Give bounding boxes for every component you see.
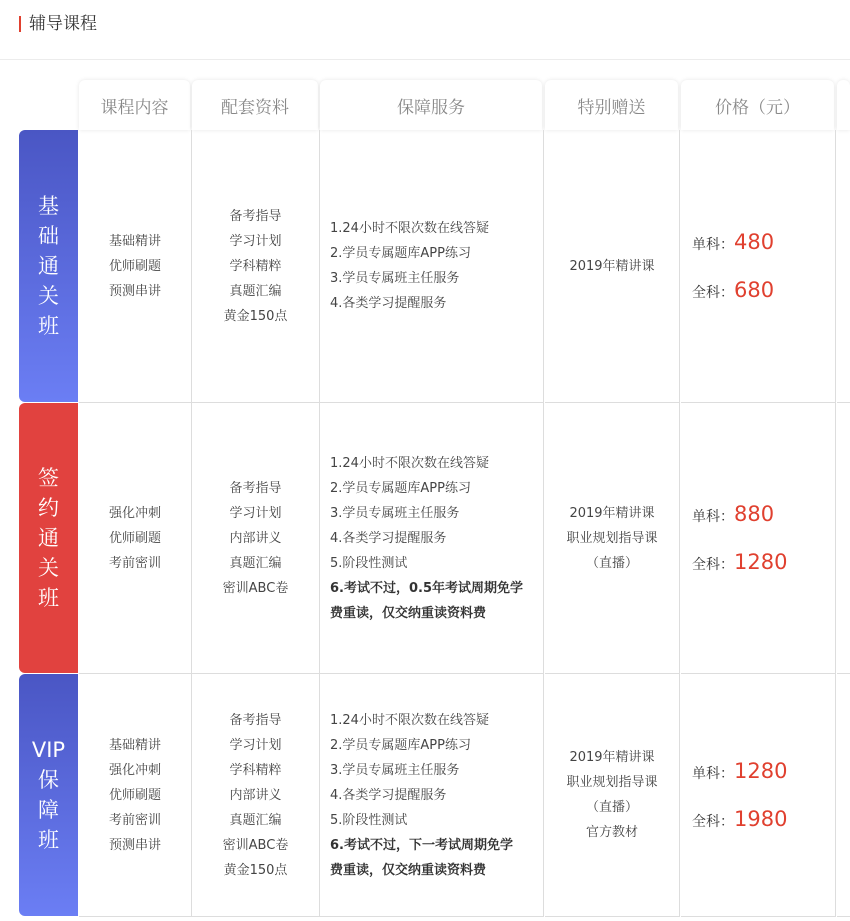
gift-item: 官方教材 [585,825,638,840]
class-name-char: 通 [38,254,59,278]
content-item: 优师刷题 [108,530,161,546]
cell-materials [192,403,320,674]
class-name-char: 保 [37,768,59,792]
material-item: 真题汇编 [229,283,282,299]
price-single-value: 880 [734,502,775,526]
header-gifts: 特别赠送 [545,80,678,130]
cell-price [681,130,836,403]
cell-gifts [545,674,680,917]
service-guarantee: 费重读，仅交纳重读资料费 [330,862,487,878]
class-name-char: 关 [38,284,59,308]
header-price: 价格（元） [681,80,834,130]
material-item: 黄金150点 [223,862,288,878]
material-item: 备考指导 [229,208,282,224]
header-extra [837,80,850,130]
service-item: 5.阶段性测试 [330,555,408,571]
material-item: 备考指导 [229,480,282,496]
content-item: 强化冲刺 [108,762,161,778]
material-item: 密训ABC卷 [222,837,289,853]
price-single [692,490,787,538]
cell-materials [192,130,320,403]
price-all-label: 全科： [692,557,734,573]
section-accent-bar [19,16,21,32]
price-list [692,218,774,314]
content-item: 强化冲刺 [108,505,161,521]
price-list [692,490,787,586]
section-title: 辅导课程 [29,14,97,34]
service-guarantee: 费重读，仅交纳重读资料费 [330,605,487,621]
content-item: 考前密训 [108,555,161,571]
service-item: 3.学员专属班主任服务 [330,762,460,778]
material-item: 密训ABC卷 [222,580,289,596]
price-single-label: 单科： [692,509,734,525]
class-name-char: 关 [38,556,59,580]
price-single [692,747,787,795]
price-all-value: 680 [734,278,775,302]
material-item: 备考指导 [229,712,282,728]
price-all-label: 全科： [692,285,734,301]
course-row [19,130,850,402]
service-item: 1.24小时不限次数在线答疑 [330,455,489,471]
service-item: 4.各类学习提醒服务 [330,530,447,546]
material-item: 真题汇编 [229,555,282,571]
class-name-char: 班 [38,586,59,610]
service-guarantee: 6.考试不过，0.5年考试周期免学 [330,580,524,596]
price-all-label: 全科： [692,814,734,830]
content-list [109,733,161,858]
class-name-label [19,130,78,402]
content-item: 基础精讲 [108,233,161,249]
class-name-char: 通 [38,526,59,550]
cell-course-content [79,674,192,917]
class-name-label [19,403,78,673]
service-item: 4.各类学习提醒服务 [330,787,447,803]
class-name-char: 班 [38,314,59,338]
gifts-list [566,745,657,845]
price-single-label: 单科： [692,237,734,253]
materials-list [223,476,289,601]
header-course-content: 课程内容 [79,80,190,130]
gift-item: 职业规划指导课 [566,775,658,790]
cell-price [681,403,836,674]
materials-list [223,708,289,883]
gifts-list [566,501,657,576]
service-item: 1.24小时不限次数在线答疑 [330,712,489,728]
header-services: 保障服务 [320,80,542,130]
service-item: 2.学员专属题库APP练习 [330,480,471,496]
cell-services [320,674,544,917]
price-single [692,218,774,266]
material-item: 学习计划 [229,233,282,249]
cell-course-content [79,403,192,674]
price-all [692,538,787,586]
content-item: 优师刷题 [108,258,161,274]
cell-price [681,674,836,917]
material-item: 黄金150点 [223,308,288,324]
price-single-value: 480 [734,230,775,254]
content-list [109,229,161,304]
course-row [19,674,850,916]
price-single-label: 单科： [692,766,734,782]
material-item: 学习计划 [229,737,282,753]
price-all [692,795,787,843]
price-all-value: 1280 [734,550,788,574]
material-item: 学习计划 [229,505,282,521]
service-item: 3.学员专属班主任服务 [330,271,460,286]
class-name-char: VIP [31,738,66,762]
material-item: 内部讲义 [229,530,282,546]
section-header [0,0,850,60]
price-single-value: 1280 [734,759,788,783]
header-materials: 配套资料 [192,80,318,130]
service-item: 5.阶段性测试 [330,812,408,828]
class-name-char: 障 [37,798,59,822]
price-list [692,747,787,843]
content-item: 预测串讲 [108,283,161,299]
services-list [330,451,523,626]
cell-extra [837,674,850,917]
cell-course-content [79,130,192,403]
price-all [692,266,774,314]
class-name-char: 班 [37,828,59,852]
content-list [109,501,161,576]
cell-gifts [545,403,680,674]
gift-item: 2019年精讲课 [569,505,655,521]
gift-item: （直播） [585,555,638,571]
service-item: 4.各类学习提醒服务 [330,296,447,311]
cell-extra [837,130,850,403]
class-name-char: 签 [38,466,59,490]
gift-item: 2019年精讲课 [569,750,655,765]
class-name-char: 基 [38,194,59,218]
service-item: 2.学员专属题库APP练习 [330,737,471,753]
gifts-list [569,254,654,279]
class-name-char: 础 [38,224,59,248]
services-list [330,216,489,316]
cell-extra [837,403,850,674]
service-item: 3.学员专属班主任服务 [330,505,460,521]
content-item: 优师刷题 [108,787,161,803]
material-item: 学科精粹 [229,258,282,274]
material-item: 真题汇编 [229,812,282,828]
material-item: 学科精粹 [229,762,282,778]
gift-item: （直播） [585,800,638,815]
class-name-label [19,674,78,916]
price-all-value: 1980 [734,807,788,831]
cell-materials [192,674,320,917]
service-item: 2.学员专属题库APP练习 [330,246,471,261]
gift-item: 2019年精讲课 [569,258,655,274]
service-item: 1.24小时不限次数在线答疑 [330,221,489,236]
content-item: 预测串讲 [108,837,161,853]
content-item: 基础精讲 [108,737,161,753]
services-list [330,708,513,883]
cell-services [320,130,544,403]
cell-gifts [545,130,680,403]
cell-services [320,403,544,674]
content-item: 考前密训 [108,812,161,828]
course-row [19,403,850,673]
service-guarantee: 6.考试不过，下一考试周期免学 [330,837,513,853]
materials-list [224,204,288,329]
gift-item: 职业规划指导课 [566,530,658,546]
material-item: 内部讲义 [229,787,282,803]
class-name-char: 约 [38,496,59,520]
